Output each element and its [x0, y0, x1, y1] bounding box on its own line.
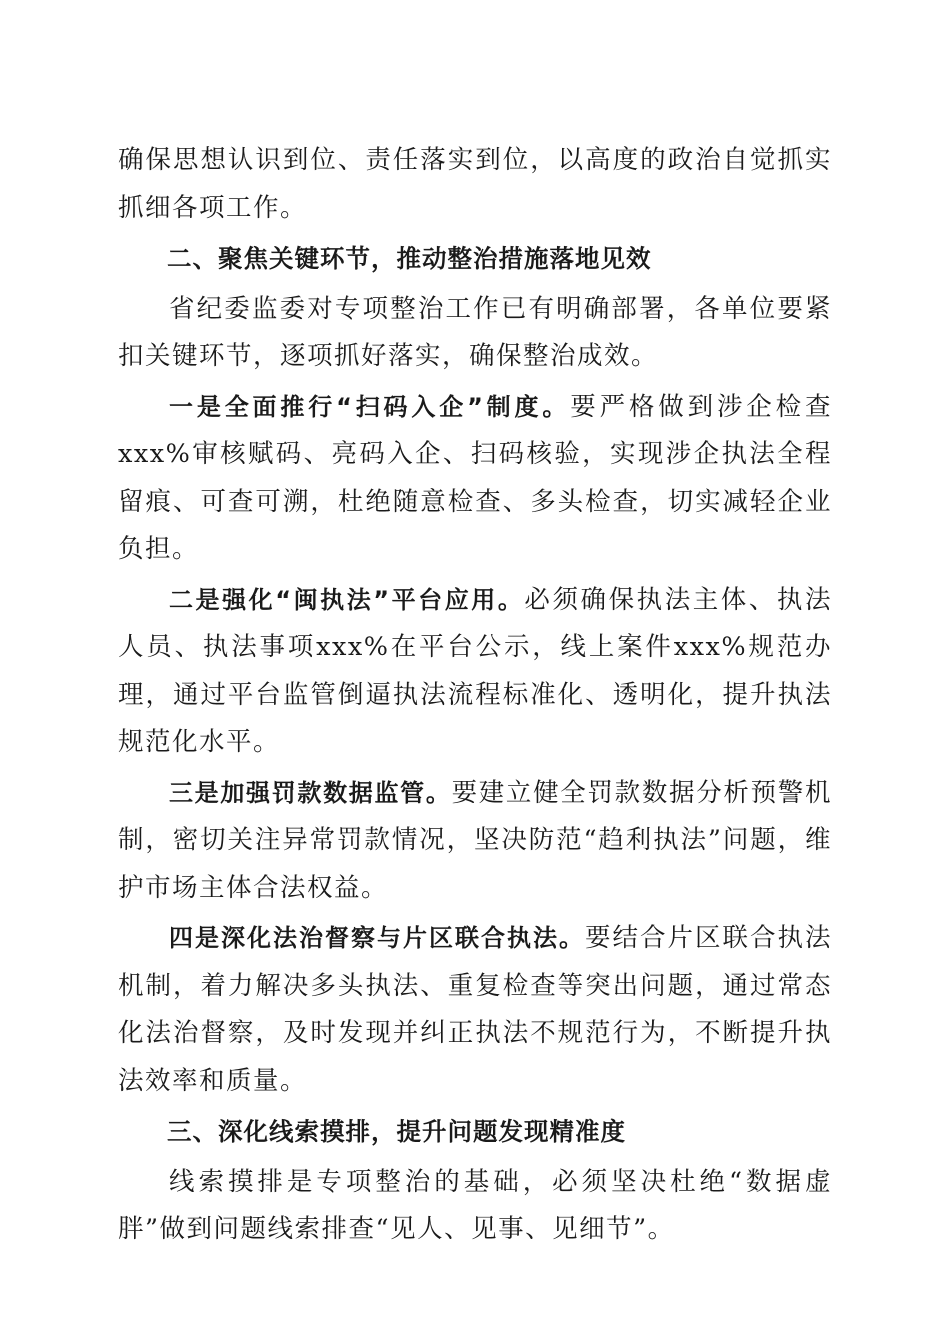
- paragraph-item-1: [118, 384, 832, 574]
- paragraph-text: 必须确保执法主体、执法人员、执法事项xxx%在平台公示，线上案件xxx%规范办理，通过平台监管倒逼执法流程标准化、透明化，提升执法规范化水平。: [118, 584, 832, 757]
- paragraph-text: 要结合片区联合执法机制，着力解决多头执法、重复检查等突出问题，通过常态化法治督察，及时发现并纠正执法不规范行为，不断提升执法效率和质量。: [118, 923, 832, 1096]
- paragraph-item-4: [118, 915, 832, 1105]
- paragraph-item-2: [118, 577, 832, 767]
- paragraph-intro-3: 线索摸排是专项整治的基础，必须坚决杜绝“数据虚胖”做到问题线索排查“见人、见事、见细节”。: [118, 1166, 832, 1244]
- paragraph-item-3: [118, 770, 832, 913]
- paragraph-lead: 四是深化法治督察与片区联合执法。: [169, 924, 585, 952]
- section-heading-2: 二、聚焦关键环节，推动整治措施落地见效: [167, 244, 652, 273]
- paragraph-text: 要建立健全罚款数据分析预警机制，密切关注异常罚款情况，坚决防范“趋利执法”问题，维护市场主体合法权益。: [118, 777, 832, 903]
- section-heading-3: 三、深化线索摸排，提升问题发现精准度: [167, 1117, 626, 1146]
- paragraph-intro-2: 省纪委监委对专项整治工作已有明确部署，各单位要紧扣关键环节，逐项抓好落实，确保整治成效。: [118, 293, 832, 371]
- paragraph-continued: 确保思想认识到位、责任落实到位，以高度的政治自觉抓实抓细各项工作。: [118, 145, 832, 223]
- paragraph-lead: 一是全面推行“扫码入企”制度。: [169, 392, 571, 421]
- paragraph-text: 要严格做到涉企检查xxx%审核赋码、亮码入企、扫码核验，实现涉企执法全程留痕、可查可溯，杜绝随意检查、多头检查，切实减轻企业负担。: [118, 391, 832, 564]
- paragraph-lead: 二是强化“闽执法”平台应用。: [169, 585, 525, 614]
- document-body: [118, 137, 832, 1257]
- paragraph-lead: 三是加强罚款数据监管。: [169, 778, 452, 807]
